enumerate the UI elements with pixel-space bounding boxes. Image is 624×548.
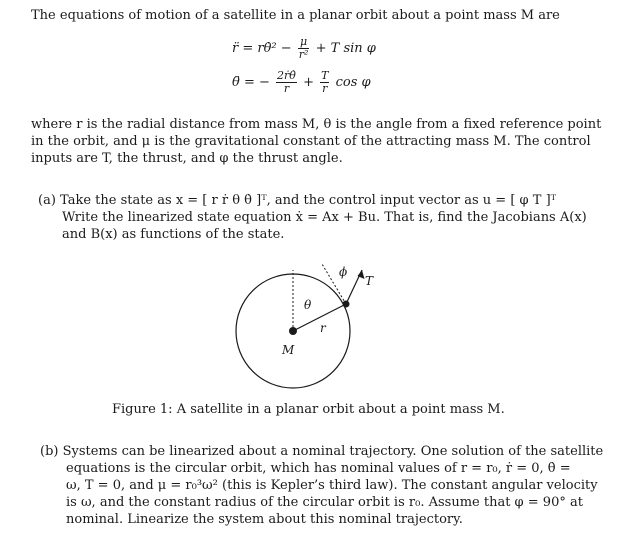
- definitions-line-1: where r is the radial distance from mass M, θ is the angle from a fixed reference point: [31, 117, 602, 132]
- part-a-line-2: Write the linearized state equation ẋ = Ax + Bu. That is, find the Jacobians A(x): [62, 210, 587, 225]
- label-radius: r: [320, 321, 326, 335]
- part-b-line-4: is ω, and the constant radius of the circular orbit is r₀. Assume that φ = 90° at: [66, 495, 583, 510]
- equation-1-rhs: + T sin φ: [315, 41, 376, 56]
- equation-1-lhs: r̈ = rθ̇² −: [232, 41, 292, 56]
- part-a-line-3: and B(x) as functions of the state.: [62, 227, 285, 242]
- label-thrust: T: [365, 274, 374, 288]
- equation-2-lhs: θ̈ = −: [232, 75, 270, 90]
- figure-caption: Figure 1: A satellite in a planar orbit about a point mass M.: [112, 402, 505, 417]
- equation-2-denominator-1: r: [283, 82, 290, 95]
- equation-2-rhs: cos φ: [335, 75, 371, 90]
- label-theta: θ: [304, 298, 312, 312]
- equation-2-plus: +: [303, 75, 314, 90]
- part-b-line-2: equations is the circular orbit, which has nominal values of r = r₀, ṙ = 0, θ̇ =: [66, 461, 571, 476]
- part-b-line-1: (b) Systems can be linearized about a nominal trajectory. One solution of the satellite: [40, 444, 604, 459]
- definitions-line-2: in the orbit, and μ is the gravitational constant of the attracting mass M. The control: [31, 134, 591, 149]
- satellite: [343, 301, 350, 308]
- part-a-line-1: (a) Take the state as x = [ r ṙ θ θ̇ ]ᵀ, and the control input vector as u = [ φ T ]ᵀ: [38, 193, 557, 208]
- label-phi: ϕ: [339, 265, 348, 279]
- part-b-line-5: nominal. Linearize the system about this nominal trajectory.: [66, 512, 463, 527]
- equation-1-numerator: μ: [298, 36, 310, 49]
- label-mass: M: [282, 343, 295, 357]
- definitions-line-3: inputs are T, the thrust, and φ the thrust angle.: [31, 151, 343, 166]
- part-b-line-3: ω, T = 0, and μ = r₀³ω² (this is Kepler’s third law). The constant angular velocity: [66, 478, 598, 493]
- equation-2-numerator-1: 2ṙθ̇: [277, 69, 296, 82]
- equation-2-numerator-2: T: [321, 69, 329, 82]
- intro-text: The equations of motion of a satellite in a planar orbit about a point mass M are: [31, 8, 560, 23]
- central-mass: [289, 327, 297, 335]
- equation-2-denominator-2: r: [322, 82, 328, 95]
- equation-1-denominator: r²: [298, 48, 309, 61]
